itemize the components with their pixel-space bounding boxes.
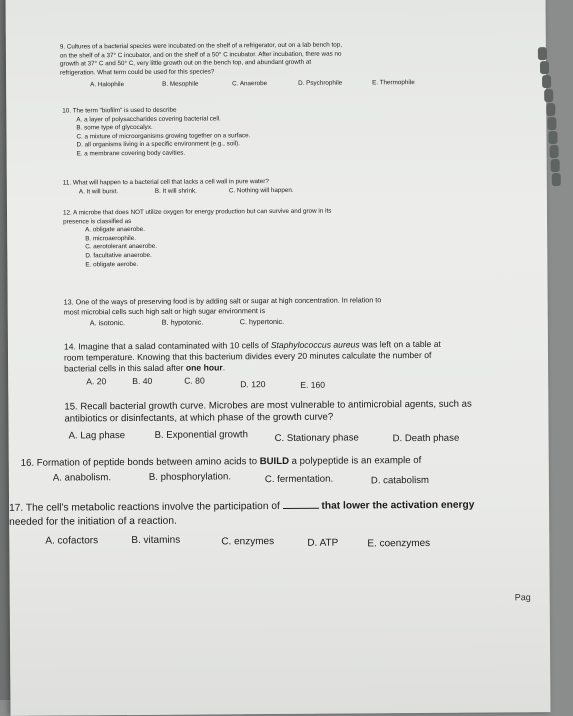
question-17-line: needed for the initiation of a reaction.: [9, 515, 177, 528]
option: C. Anaerobe: [232, 80, 268, 88]
option: D. 120: [240, 379, 266, 390]
question-17-stem-before: 17. The cell's metabolic reactions involve the participation of: [9, 500, 280, 514]
option: E. 160: [300, 379, 326, 390]
worksheet-page: [5, 0, 550, 716]
question-14-line: 14. Imagine that a salad contaminated with 10 cells of Staphylococcus aureus was left on a table at: [63, 338, 441, 352]
option: E. Thermophile: [372, 79, 415, 87]
option: D. facultative anaerobe.: [85, 251, 152, 260]
page-number-label: Pag: [514, 592, 531, 603]
option: A. obligate anaerobe.: [85, 226, 146, 234]
question-12-line: 12. A microbe that does NOT utilize oxygen for energy production but can survive and grow in its: [62, 207, 332, 217]
option: A. anabolism.: [52, 472, 112, 484]
option: C. a mixture of microorganisms growing together on a surface.: [76, 131, 251, 141]
option: A. isotonic.: [89, 318, 125, 328]
option: B. hypotonic.: [161, 317, 204, 327]
option: B. Exponential growth: [154, 429, 248, 441]
question-15-line: antibiotics or disinfectants, at which phase of the growth curve?: [64, 412, 334, 425]
question-16: [21, 455, 422, 470]
option: C. aerotolerant anaerobe.: [85, 243, 158, 251]
question-17-stem-after: that lower the activation energy: [321, 499, 475, 512]
option: D. Death phase: [392, 432, 460, 445]
question-13-line: most microbial cells such high salt or high sugar environment is: [63, 305, 266, 317]
option: A. Lag phase: [68, 430, 126, 442]
question-13-line: 13. One of the ways of preserving food is by adding salt or sugar at high concentration. In relation to: [63, 295, 382, 307]
question-13: [64, 295, 382, 316]
option: D. ATP: [307, 537, 339, 549]
option: C. fermentation.: [264, 473, 334, 486]
option: E. obligate aerobe.: [85, 260, 139, 268]
option: A. Halophile: [90, 81, 125, 89]
question-9-line: on the shelf of a 37° C incubator, and on the shelf of a 50° C incubator. After incubation, there was no: [59, 50, 342, 60]
answer-blank: [283, 500, 319, 509]
option: C. hypertonic.: [239, 316, 285, 327]
question-10: [62, 106, 250, 159]
question-14: [64, 339, 441, 375]
option: A. 20: [86, 376, 107, 387]
option: A. It will burst.: [78, 188, 119, 196]
option: E. coenzymes: [367, 537, 431, 550]
option: C. 80: [184, 375, 205, 386]
question-9-line: growth at 37° C and 50° C, very little growth out on the bench top, and abundant growth at: [59, 58, 312, 68]
question-9-line: refrigeration. What term could be used for this species?: [60, 68, 215, 77]
option: E. a membrane covering body cavities.: [76, 149, 186, 158]
option: C. enzymes: [221, 536, 275, 548]
option: B. Mesophile: [162, 80, 199, 88]
question-14-line: room temperature. Knowing that this bacterium divides every 20 minutes calculate the number of: [63, 349, 432, 363]
option: B. It will shrink.: [154, 187, 197, 195]
question-9-line: 9. Cultures of a bacterial species were incubated on the shelf of a refrigerator, out on a lab bench top,: [59, 41, 343, 51]
option: D. catabolism: [370, 474, 430, 487]
option: B. microaerophile.: [85, 234, 136, 243]
spiral-binding: [528, 47, 569, 207]
question-14-line: bacterial cells in this salad after one hour.: [64, 362, 226, 374]
option: D. all organisms living in a specific environment (e.g., soil).: [76, 140, 240, 149]
option: C. Stationary phase: [274, 432, 359, 445]
question-11-stem: 11. What will happen to a bacterial cell that lacks a cell wall in pure water?: [62, 178, 269, 187]
question-12: [63, 208, 332, 270]
option: B. 40: [132, 375, 153, 387]
question-15-line: 15. Recall bacterial growth curve. Microbes are most vulnerable to antimicrobial agents, such as: [64, 398, 472, 413]
option: C. Nothing will happen.: [228, 186, 294, 195]
question-16-line: 16. Formation of peptide bonds between amino acids to BUILD a polypeptide is an example of: [20, 455, 422, 469]
option: A. a layer of polysaccharides covering bacterial cell.: [76, 114, 221, 123]
question-12-line: presence is classified as: [63, 217, 132, 226]
question-10-stem: 10. The term "biofilm" is used to describe: [62, 106, 177, 115]
option: B. phosphorylation.: [148, 471, 232, 483]
question-15: [64, 399, 472, 427]
question-9: [60, 42, 342, 78]
option: B. some type of glycocalyx.: [76, 124, 153, 132]
option: A. cofactors: [45, 535, 99, 547]
option: B. vitamins: [131, 534, 181, 547]
question-17: [9, 499, 474, 529]
option: D. Psychrophile: [298, 79, 343, 87]
